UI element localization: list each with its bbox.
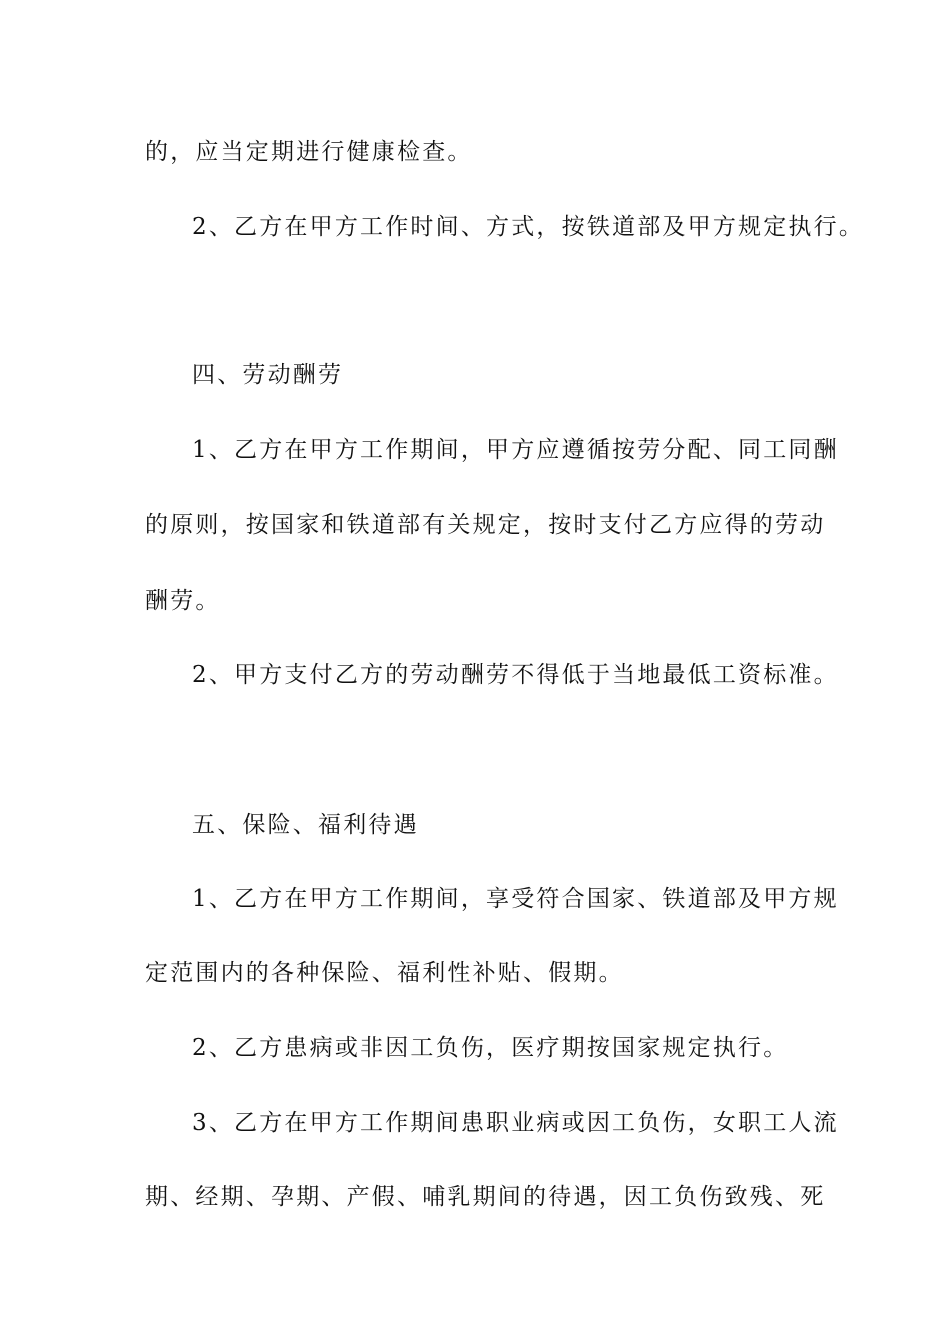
paragraph-line: 1、乙方在甲方工作期间，甲方应遵循按劳分配、同工同酬 (192, 437, 839, 463)
paragraph-line: 2、乙方患病或非因工负伤，医疗期按国家规定执行。 (192, 1035, 789, 1061)
paragraph-line: 的，应当定期进行健康检查。 (145, 139, 473, 165)
paragraph-line: 定范围内的各种保险、福利性补贴、假期。 (145, 960, 624, 986)
section-heading: 五、保险、福利待遇 (192, 812, 419, 838)
paragraph-line: 期、经期、孕期、产假、哺乳期间的待遇，因工负伤致残、死 (145, 1184, 826, 1210)
paragraph-line: 3、乙方在甲方工作期间患职业病或因工负伤，女职工人流 (192, 1110, 839, 1136)
paragraph-line: 2、乙方在甲方工作时间、方式，按铁道部及甲方规定执行。 (192, 214, 865, 240)
paragraph-line: 酬劳。 (145, 588, 221, 614)
paragraph-line: 的原则，按国家和铁道部有关规定，按时支付乙方应得的劳动 (145, 512, 826, 538)
paragraph-line: 2、甲方支付乙方的劳动酬劳不得低于当地最低工资标准。 (192, 662, 839, 688)
paragraph-line: 1、乙方在甲方工作期间，享受符合国家、铁道部及甲方规 (192, 886, 839, 912)
section-heading: 四、劳动酬劳 (192, 362, 344, 388)
